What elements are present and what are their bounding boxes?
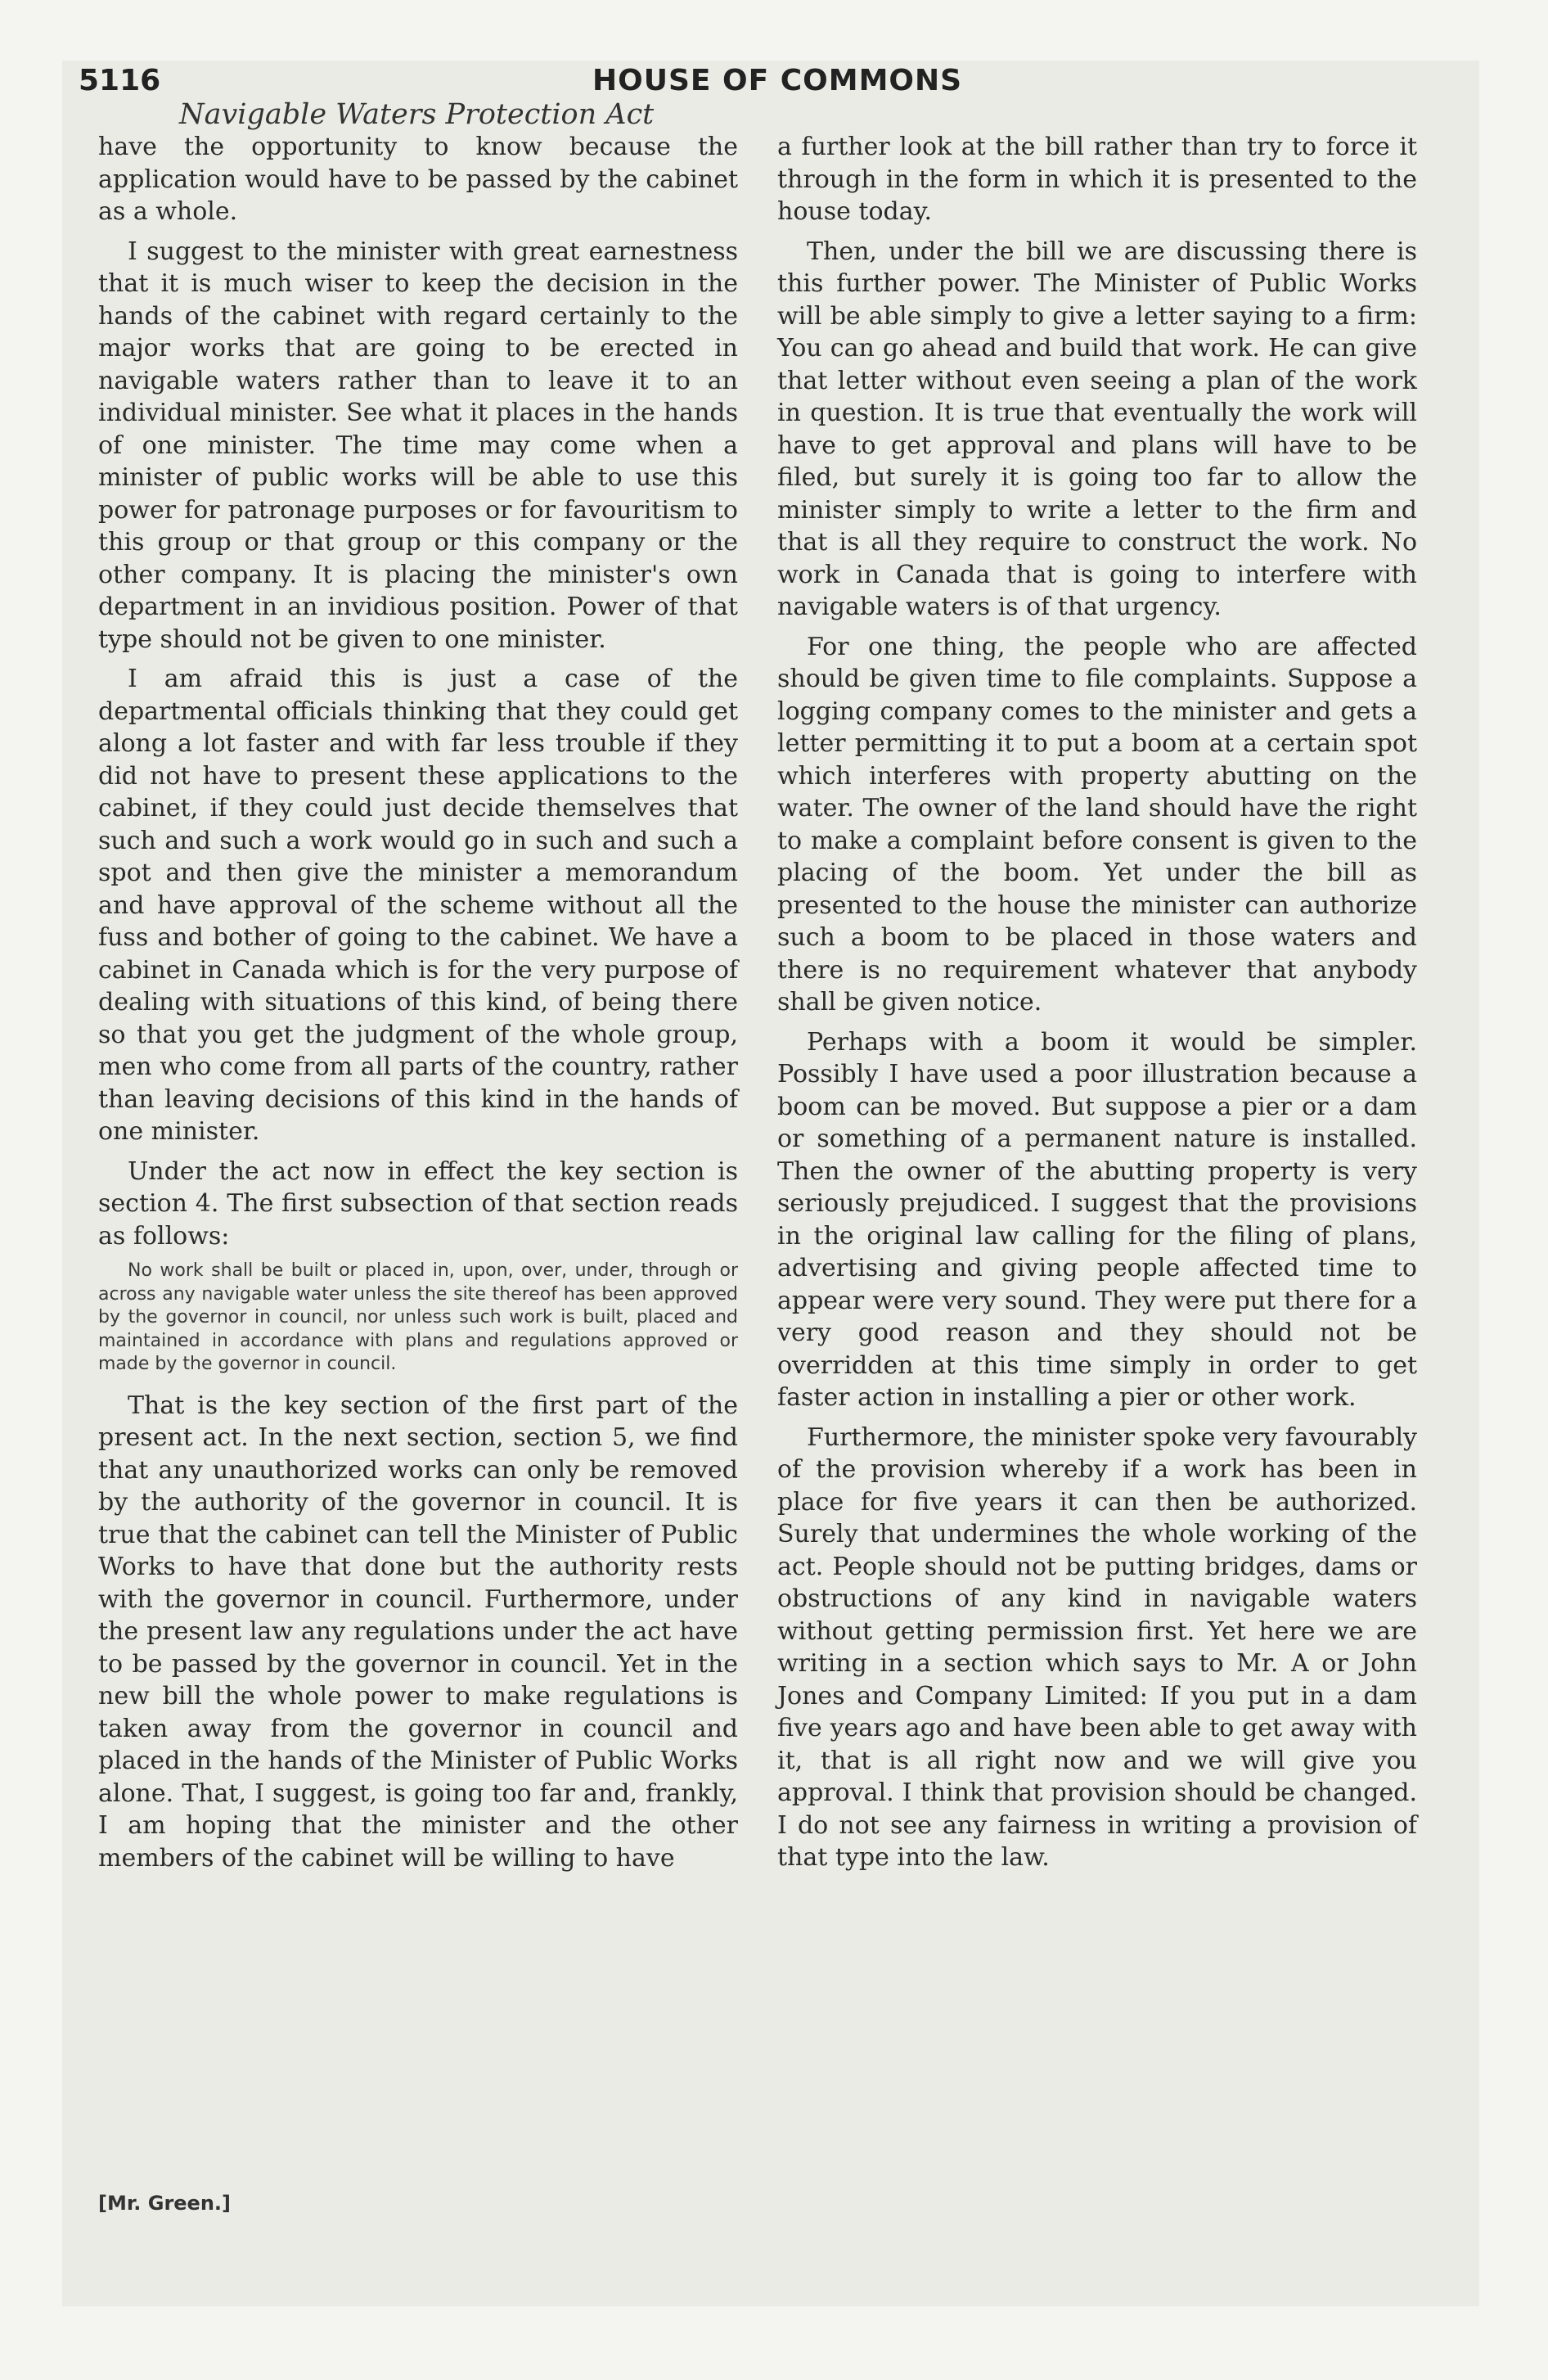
page-number: 5116 <box>79 64 161 97</box>
speaker-footer: [Mr. Green.] <box>98 2192 231 2215</box>
paragraph: For one thing, the people who are affected should be given time to file complaints. Suppose a logging company comes to the minister and gets a letter permitting it to put a boom at a certain spot which interferes with property abutting on the water. The owner of the land should have the right to make a complaint before consent is given to the placing of the boom. Yet under the bill as presented to the house the minister can authorize such a boom to be placed in those waters and there is no requirement whatever that anybody shall be given notice. <box>777 632 1417 1016</box>
paragraph: have the opportunity to know because the application would have to be passed by the cabinet as a whole. <box>98 133 738 226</box>
paragraph: Under the act now in effect the key section is section 4. The first subsection of that section reads as follows: <box>98 1156 738 1251</box>
paragraph: Perhaps with a boom it would be simpler. Possibly I have used a poor illustration because a boom can be moved. But suppose a pier or a dam or something of a permanent nature is installed. Then the owner of the abutting property is very seriously prejudiced. I suggest that the provisions in the original law calling for the filing of plans, advertising and giving people affected time to appear were very sound. They were put there for a very good reason and they should not be overridden at this time simply in order to get faster action in installing a pier or other work. <box>777 1027 1417 1412</box>
paragraph: That is the key section of the first part of the present act. In the next section, section 5, we find that any unauthorized works can only be removed by the authority of the governor in council. It is true that the cabinet can tell the Minister of Public Works to have that done but the authority rests with the governor in council. Furthermore, under the present law any regulations under the act have to be passed by the governor in council. Yet in the new bill the whole power to make regulations is taken away from the governor in council and placed in the hands of the Minister of Public Works alone. That, I suggest, is going too far and, frankly, I am hoping that the minister and the other members of the cabinet will be willing to have <box>98 1391 738 1873</box>
quoted-section-text: No work shall be built or placed in, upon, over, under, through or across any navigable water unless the site thereof has been approved by the governor in council, nor unless such work is built, placed and maintained in accordance with plans and regulations approved or made by the governor in council. <box>98 1260 738 1375</box>
paragraph: Furthermore, the minister spoke very favourably of the provision whereby if a work has been in place for five years it can then be authorized. Surely that undermines the whole working of the act. People should not be putting bridges, dams or obstructions of any kind in navigable waters without getting permission first. Yet here we are writing in a section which says to Mr. A or John Jones and Company Limited: If you put in a dam five years ago and have been able to get away with it, that is all right now and we will give you approval. I think that provision should be changed. I do not see any fairness in writing a provision of that type into the law. <box>777 1422 1417 1872</box>
paragraph: I suggest to the minister with great earnestness that it is much wiser to keep the decision in the hands of the cabinet with regard certainly to the major works that are going to be erected in navigable waters rather than to leave it to an individual minister. See what it places in the hands of one minister. The time may come when a minister of public works will be able to use this power for patronage purposes or for favouritism to this group or that group or this company or the other company. It is placing the minister's own department in an invidious position. Power of that type should not be given to one minister. <box>98 237 738 654</box>
paragraph: Then, under the bill we are discussing there is this further power. The Minister of Public Works will be able simply to give a letter saying to a firm: You can go ahead and build that work. He can give that letter without even seeing a plan of the work in question. It is true that eventually the work will have to get approval and plans will have to be filed, but surely it is going too far to allow the minister simply to write a letter to the firm and that is all they require to construct the work. No work in Canada that is going to interfere with navigable waters is of that urgency. <box>777 237 1417 621</box>
running-title: HOUSE OF COMMONS <box>592 64 963 97</box>
paragraph: a further look at the bill rather than try to force it through in the form in which it is presented to the house today. <box>777 133 1417 226</box>
left-column <box>98 131 738 1882</box>
paragraph: I am afraid this is just a case of the departmental officials thinking that they could get along a lot faster and with far less trouble if they did not have to present these applications to the cabinet, if they could just decide themselves that such and such a work would go in such and such a spot and then give the minister a memorandum and have approval of the scheme without all the fuss and bother of going to the cabinet. We have a cabinet in Canada which is for the very purpose of dealing with situations of this kind, of being there so that you get the judgment of the whole group, men who come from all parts of the country, rather than leaving decisions of this kind in the hands of one minister. <box>98 665 738 1146</box>
right-column <box>777 131 1417 1882</box>
subject-heading: Navigable Waters Protection Act <box>179 98 655 131</box>
